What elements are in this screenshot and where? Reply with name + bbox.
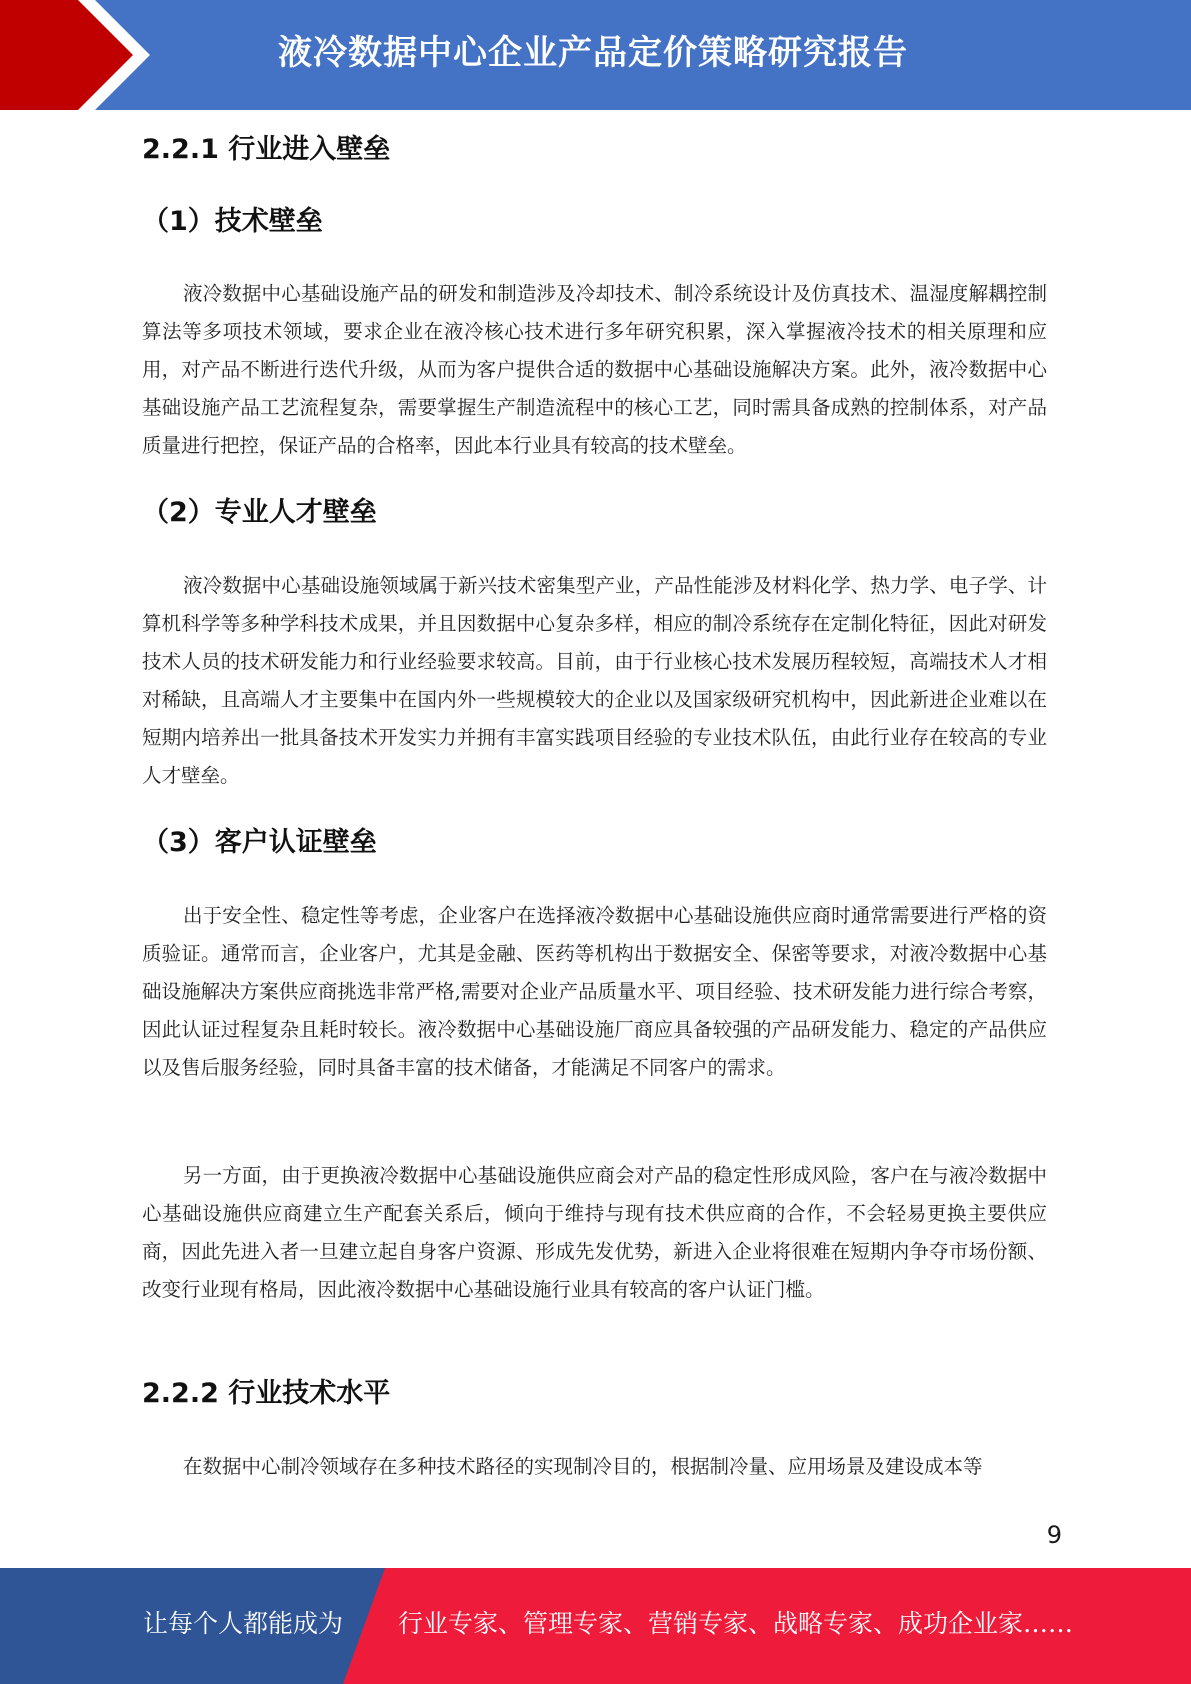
section-heading-2-2-2: 2.2.2 行业技术水平 [142,1378,391,1409]
subsection-heading-talent-barrier: （2）专业人才壁垒 [142,497,377,528]
page-number: 9 [1046,1521,1062,1549]
paragraph-talent-barrier: 液冷数据中心基础设施领域属于新兴技术密集型产业，产品性能涉及材料化学、热力学、电子学、计算机科学等多种学科技术成果，并且因数据中心复杂多样，相应的制冷系统存在定制化特征，因此对研发技术人员的技术研发能力和行业经验要求较高。目前，由于行业核心技术发展历程较短，高端技术人才相对稀缺，且高端人才主要集中在国内外一些规模较大的企业以及国家级研究机构中，因此新进企业难以在短期内培养出一批具备技术开发实力并拥有丰富实践项目经验的专业技术队伍，由此行业存在较高的专业人才壁垒。 [142,574,1047,787]
paragraph-customer-certification-1: 出于安全性、稳定性等考虑，企业客户在选择液冷数据中心基础设施供应商时通常需要进行严格的资质验证。通常而言，企业客户，尤其是金融、医药等机构出于数据安全、保密等要求，对液冷数据中心基础设施解决方案供应商挑选非常严格,需要对企业产品质量水平、项目经验、技术研发能力进行综合考察，因此认证过程复杂且耗时较长。液冷数据中心基础设施厂商应具备较强的产品研发能力、稳定的产品供应以及售后服务经验，同时具备丰富的技术储备，才能满足不同客户的需求。 [142,904,1047,1079]
paragraph-technical-level: 在数据中心制冷领域存在多种技术路径的实现制冷目的，根据制冷量、应用场景及建设成本等 [183,1455,983,1478]
paragraph-customer-certification-2: 另一方面，由于更换液冷数据中心基础设施供应商会对产品的稳定性形成风险，客户在与液冷数据中心基础设施供应商建立生产配套关系后，倾向于维持与现有技术供应商的合作，不会轻易更换主要供应商，因此先进入者一旦建立起自身客户资源、形成先发优势，新进入企业将很难在短期内争夺市场份额、改变行业现有格局，因此液冷数据中心基础设施行业具有较高的客户认证门槛。 [142,1164,1047,1301]
report-header-banner [0,0,1191,110]
subsection-heading-customer-certification-barrier: （3）客户认证壁垒 [142,827,377,858]
footer-slogan-left: 让每个人都能成为 [143,1609,344,1638]
footer-slogan-right: 行业专家、管理专家、营销专家、战略专家、成功企业家…… [398,1609,1074,1638]
section-heading-2-2-1: 2.2.1 行业进入壁垒 [142,134,391,165]
subsection-heading-technical-barrier: （1）技术壁垒 [142,206,323,237]
paragraph-technical-barrier: 液冷数据中心基础设施产品的研发和制造涉及冷却技术、制冷系统设计及仿真技术、温湿度解耦控制算法等多项技术领域，要求企业在液冷核心技术进行多年研究积累，深入掌握液冷技术的相关原理和应用，对产品不断进行迭代升级，从而为客户提供合适的数据中心基础设施解决方案。此外，液冷数据中心基础设施产品工艺流程复杂，需要掌握生产制造流程中的核心工艺，同时需具备成熟的控制体系，对产品质量进行把控，保证产品的合格率，因此本行业具有较高的技术壁垒。 [142,282,1047,457]
report-title: 液冷数据中心企业产品定价策略研究报告 [278,33,908,73]
footer-banner [0,1568,1191,1684]
red-arrow-decoration [0,0,160,110]
